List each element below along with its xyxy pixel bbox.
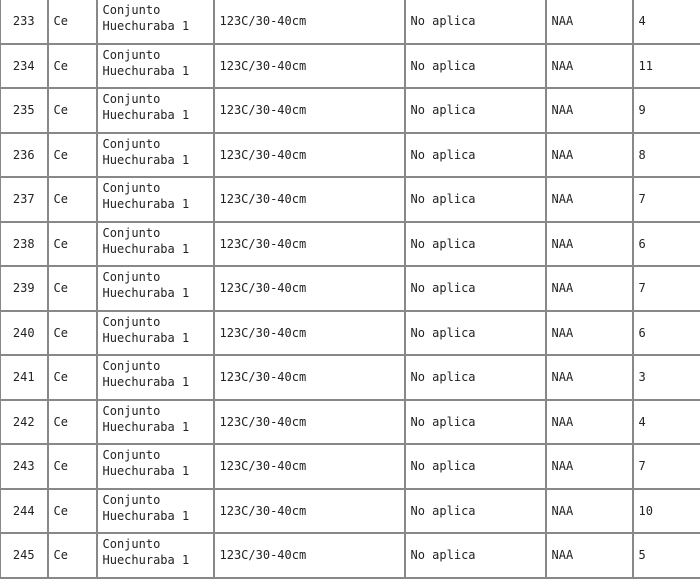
status-cell: NAA [546,44,633,89]
value-cell: 5 [633,533,700,578]
applies-cell: No aplica [405,311,546,356]
table-row [1,266,700,311]
table-row [1,400,700,445]
value-cell: 11 [633,44,700,89]
location-cell: Conjunto Huechuraba 1 [97,355,214,400]
status-cell: NAA [546,177,633,222]
value-cell: 4 [633,400,700,445]
location-cell: Conjunto Huechuraba 1 [97,311,214,356]
table-row [1,533,700,578]
row-number-cell: 241 [1,355,48,400]
location-cell: Conjunto Huechuraba 1 [97,266,214,311]
status-cell: NAA [546,444,633,489]
code-cell: Ce [48,400,97,445]
code-cell: Ce [48,444,97,489]
sample-cell: 123C/30-40cm [214,355,405,400]
applies-cell: No aplica [405,533,546,578]
value-cell: 4 [633,0,700,44]
value-cell: 3 [633,355,700,400]
value-cell: 6 [633,222,700,267]
location-cell: Conjunto Huechuraba 1 [97,133,214,178]
value-cell: 7 [633,177,700,222]
code-cell: Ce [48,355,97,400]
row-number-cell: 243 [1,444,48,489]
row-number-cell: 239 [1,266,48,311]
applies-cell: No aplica [405,444,546,489]
row-number-cell: 237 [1,177,48,222]
location-cell: Conjunto Huechuraba 1 [97,222,214,267]
location-cell: Conjunto Huechuraba 1 [97,0,214,44]
table-row [1,311,700,356]
row-number-cell: 233 [1,0,48,44]
sample-cell: 123C/30-40cm [214,44,405,89]
applies-cell: No aplica [405,0,546,44]
row-number-cell: 236 [1,133,48,178]
row-number-cell: 234 [1,44,48,89]
table-body [1,0,700,578]
code-cell: Ce [48,133,97,178]
location-cell: Conjunto Huechuraba 1 [97,533,214,578]
row-number-cell: 238 [1,222,48,267]
sample-cell: 123C/30-40cm [214,222,405,267]
row-number-cell: 245 [1,533,48,578]
applies-cell: No aplica [405,88,546,133]
status-cell: NAA [546,0,633,44]
location-cell: Conjunto Huechuraba 1 [97,44,214,89]
row-number-cell: 235 [1,88,48,133]
applies-cell: No aplica [405,266,546,311]
sample-cell: 123C/30-40cm [214,444,405,489]
table-row [1,133,700,178]
value-cell: 7 [633,266,700,311]
table-row [1,222,700,267]
sample-cell: 123C/30-40cm [214,0,405,44]
location-cell: Conjunto Huechuraba 1 [97,177,214,222]
applies-cell: No aplica [405,355,546,400]
code-cell: Ce [48,266,97,311]
code-cell: Ce [48,0,97,44]
status-cell: NAA [546,222,633,267]
table-row [1,0,700,44]
row-number-cell: 240 [1,311,48,356]
sample-cell: 123C/30-40cm [214,400,405,445]
status-cell: NAA [546,266,633,311]
code-cell: Ce [48,88,97,133]
table-row [1,44,700,89]
status-cell: NAA [546,533,633,578]
sample-cell: 123C/30-40cm [214,133,405,178]
value-cell: 6 [633,311,700,356]
value-cell: 10 [633,489,700,534]
code-cell: Ce [48,177,97,222]
table-row [1,88,700,133]
applies-cell: No aplica [405,177,546,222]
sample-cell: 123C/30-40cm [214,311,405,356]
location-cell: Conjunto Huechuraba 1 [97,489,214,534]
sample-cell: 123C/30-40cm [214,266,405,311]
status-cell: NAA [546,355,633,400]
value-cell: 7 [633,444,700,489]
status-cell: NAA [546,133,633,178]
applies-cell: No aplica [405,133,546,178]
sample-cell: 123C/30-40cm [214,489,405,534]
row-number-cell: 242 [1,400,48,445]
value-cell: 8 [633,133,700,178]
row-number-cell: 244 [1,489,48,534]
location-cell: Conjunto Huechuraba 1 [97,400,214,445]
code-cell: Ce [48,311,97,356]
applies-cell: No aplica [405,400,546,445]
sample-cell: 123C/30-40cm [214,88,405,133]
code-cell: Ce [48,222,97,267]
status-cell: NAA [546,88,633,133]
table-row [1,489,700,534]
code-cell: Ce [48,533,97,578]
applies-cell: No aplica [405,489,546,534]
location-cell: Conjunto Huechuraba 1 [97,88,214,133]
applies-cell: No aplica [405,222,546,267]
applies-cell: No aplica [405,44,546,89]
location-cell: Conjunto Huechuraba 1 [97,444,214,489]
table-row [1,444,700,489]
sample-cell: 123C/30-40cm [214,177,405,222]
status-cell: NAA [546,400,633,445]
code-cell: Ce [48,489,97,534]
code-cell: Ce [48,44,97,89]
sample-cell: 123C/30-40cm [214,533,405,578]
table-row [1,355,700,400]
status-cell: NAA [546,489,633,534]
status-cell: NAA [546,311,633,356]
value-cell: 9 [633,88,700,133]
table-row [1,177,700,222]
